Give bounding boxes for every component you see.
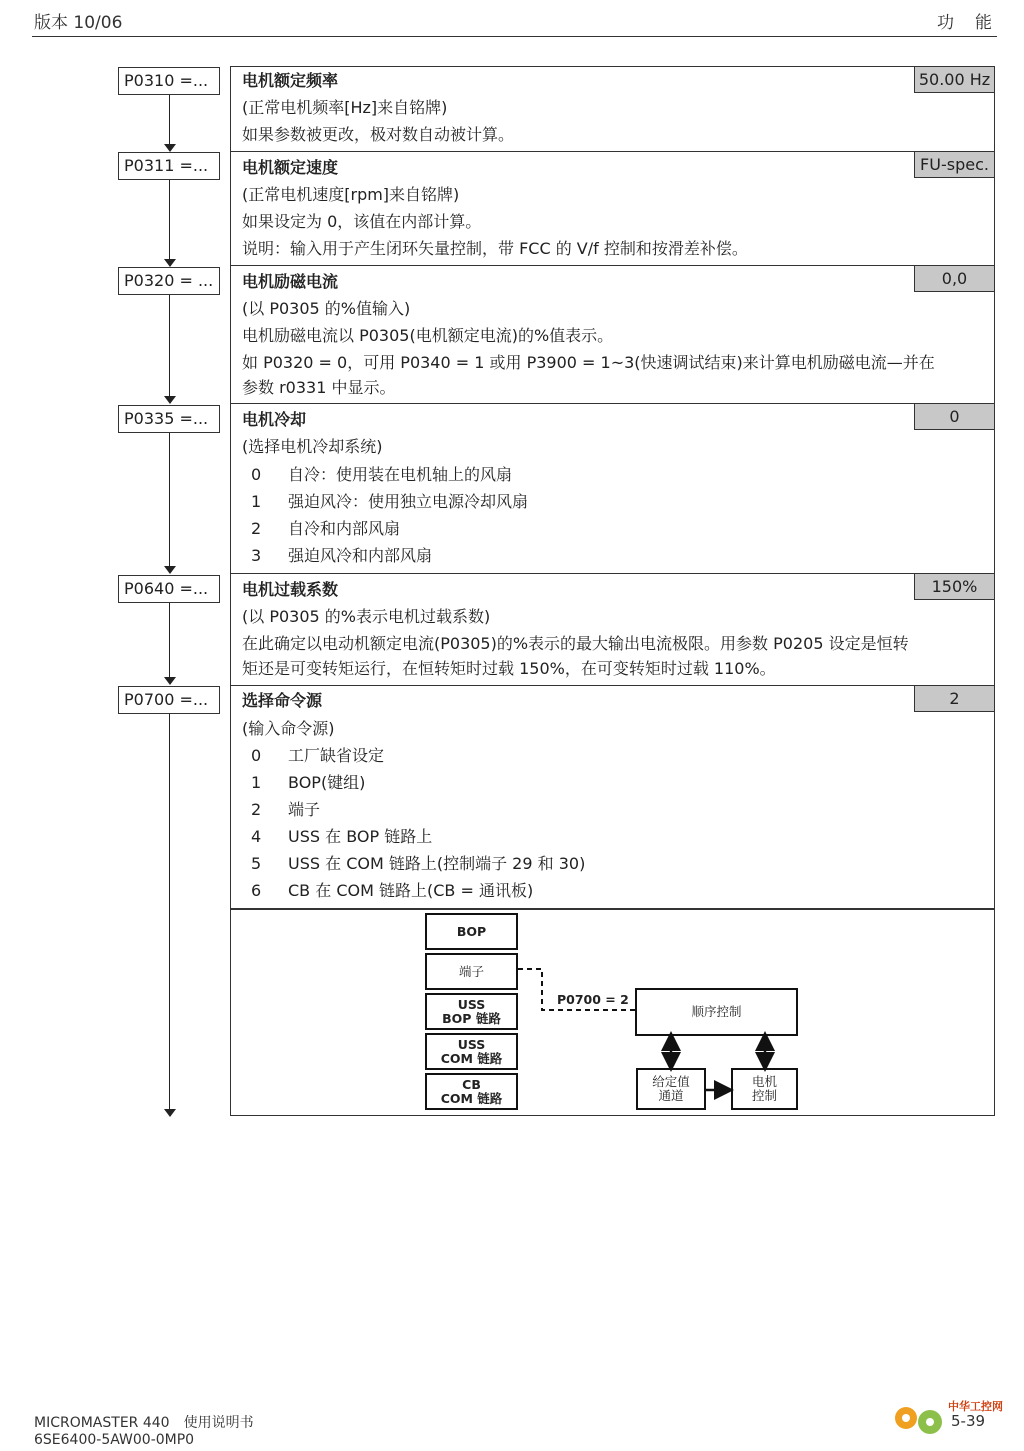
option-number: 1 — [251, 773, 262, 792]
param-desc-line: (选择电机冷却系统) — [242, 437, 383, 456]
param-code-box: P0700 =... — [118, 686, 220, 714]
param-title: 电机励磁电流 — [242, 272, 339, 291]
footer-manual-title: MICROMASTER 440 使用说明书 — [34, 1415, 254, 1431]
watermark-text: 中华工控网 — [948, 1400, 1003, 1413]
flow-connector — [169, 603, 170, 682]
arrow-down-icon — [164, 1109, 176, 1117]
flow-connector — [169, 295, 170, 401]
flow-connector — [169, 433, 170, 571]
source-cb-com-line2: COM 链路 — [440, 1090, 503, 1106]
param-title: 选择命令源 — [242, 691, 323, 710]
source-terminal-label: 端子 — [458, 963, 484, 979]
arrow-down-icon — [164, 259, 176, 267]
param-section-p0320 — [230, 265, 995, 404]
option-number: 1 — [251, 492, 262, 511]
source-uss-bop-line1: USS — [457, 996, 486, 1012]
param-value: 0 — [914, 404, 994, 430]
option-text: 端子 — [288, 800, 321, 819]
param-code-box: P0640 =... — [118, 575, 220, 603]
source-terminal — [425, 953, 518, 990]
motor-control-box — [731, 1068, 798, 1110]
motor-line1: 电机 — [751, 1074, 777, 1089]
option-text: 自冷：使用装在电机轴上的风扇 — [288, 465, 513, 484]
flow-connector — [169, 714, 170, 1112]
param-section-p0310 — [230, 66, 995, 152]
source-uss-bop — [425, 993, 518, 1030]
option-number: 3 — [251, 546, 262, 565]
param-desc-line: (输入命令源) — [242, 719, 335, 738]
flow-connector — [169, 180, 170, 262]
setpoint-line2: 通道 — [658, 1088, 684, 1103]
arrow-down-icon — [164, 566, 176, 574]
param-code-box: P0311 =... — [118, 152, 220, 180]
param-desc-line: (以 P0305 的%值输入) — [242, 299, 411, 318]
param-section-p0311 — [230, 151, 995, 266]
footer-order-number: 6SE6400-5AW00-0MP0 — [34, 1432, 195, 1448]
param-value: 150% — [914, 574, 994, 600]
option-text: USS 在 BOP 链路上 — [288, 827, 433, 846]
setpoint-channel-box — [636, 1068, 706, 1110]
param-code-box: P0320 = ... — [118, 267, 220, 295]
param-section-p0700 — [230, 685, 995, 910]
param-desc-line: 参数 r0331 中显示。 — [242, 378, 396, 397]
source-uss-com-line1: USS — [457, 1036, 486, 1052]
sequence-control-box — [635, 988, 798, 1036]
param-desc-line: 矩还是可变转矩运行，在恒转矩时过载 150%，在可变转矩时过载 110%。 — [242, 659, 776, 678]
option-number: 5 — [251, 854, 262, 873]
param-value: 0,0 — [914, 266, 994, 292]
command-source-diagram — [230, 908, 995, 1116]
param-desc-line: 如果参数被更改，极对数自动被计算。 — [242, 125, 515, 144]
param-value: FU-spec. — [914, 152, 994, 178]
motor-line2: 控制 — [751, 1088, 777, 1103]
param-section-p0640 — [230, 573, 995, 686]
watermark-logo — [888, 1396, 1008, 1442]
param-desc-line: 电机励磁电流以 P0305(电机额定电流)的%值表示。 — [242, 326, 614, 345]
param-title: 电机冷却 — [242, 410, 307, 429]
source-uss-bop-line2: BOP 链路 — [442, 1010, 501, 1026]
option-number: 0 — [251, 465, 262, 484]
header-version: 版本 10/06 — [34, 13, 123, 33]
param-desc-line: (正常电机速度[rpm]来自铭牌) — [242, 185, 460, 204]
param-desc-line: (正常电机频率[Hz]来自铭牌) — [242, 98, 448, 117]
option-number: 2 — [251, 519, 262, 538]
param-value: 50.00 Hz — [914, 67, 994, 93]
option-text: 强迫风冷和内部风扇 — [288, 546, 433, 565]
option-text: 强迫风冷：使用独立电源冷却风扇 — [288, 492, 529, 511]
option-text: USS 在 COM 链路上(控制端子 29 和 30) — [288, 854, 586, 873]
param-desc-line: 如果设定为 0，该值在内部计算。 — [242, 212, 482, 231]
option-text: 自冷和内部风扇 — [288, 519, 401, 538]
param-title: 电机额定频率 — [242, 71, 339, 90]
option-text: CB 在 COM 链路上(CB = 通讯板) — [288, 881, 534, 900]
param-value: 2 — [914, 686, 994, 712]
param-desc-line: 说明：输入用于产生闭环矢量控制，带 FCC 的 V/f 控制和按滑差补偿。 — [242, 239, 748, 258]
arrow-down-icon — [164, 396, 176, 404]
param-desc-line: 在此确定以电动机额定电流(P0305)的%表示的最大输出电流极限。用参数 P0205 设定是恒转 — [242, 634, 909, 653]
source-uss-com — [425, 1033, 518, 1070]
param-code-box: P0310 =... — [118, 67, 220, 95]
param-section-p0335 — [230, 403, 995, 574]
source-bop-label: BOP — [456, 923, 487, 939]
option-number: 0 — [251, 746, 262, 765]
source-cb-com — [425, 1073, 518, 1110]
setpoint-line1: 给定值 — [652, 1074, 690, 1089]
param-title: 电机过载系数 — [242, 580, 339, 599]
arrow-down-icon — [164, 677, 176, 685]
footer-page-number: 5-39 — [951, 1412, 986, 1430]
option-text: BOP(键组) — [288, 773, 366, 792]
source-cb-com-line1: CB — [462, 1076, 481, 1092]
option-number: 4 — [251, 827, 262, 846]
header-rule — [32, 36, 997, 37]
option-number: 6 — [251, 881, 262, 900]
param-code-box: P0335 =... — [118, 405, 220, 433]
param-desc-line: 如 P0320 = 0，可用 P0340 = 1 或用 P3900 = 1~3(快速调试结束)来计算电机励磁电流—并在 — [242, 353, 935, 372]
source-bop — [425, 913, 518, 950]
option-number: 2 — [251, 800, 262, 819]
sequence-control-label: 顺序控制 — [691, 1004, 742, 1019]
gear-icon — [888, 1396, 948, 1440]
header-chapter: 功 能 — [937, 13, 994, 33]
link-label: P0700 = 2 — [557, 992, 629, 1007]
arrow-down-icon — [164, 144, 176, 152]
diagram-connectors — [231, 909, 993, 1114]
flow-connector — [169, 95, 170, 147]
param-desc-line: (以 P0305 的%表示电机过载系数) — [242, 607, 491, 626]
option-text: 工厂缺省设定 — [288, 746, 385, 765]
source-uss-com-line2: COM 链路 — [440, 1050, 503, 1066]
param-title: 电机额定速度 — [242, 158, 339, 177]
